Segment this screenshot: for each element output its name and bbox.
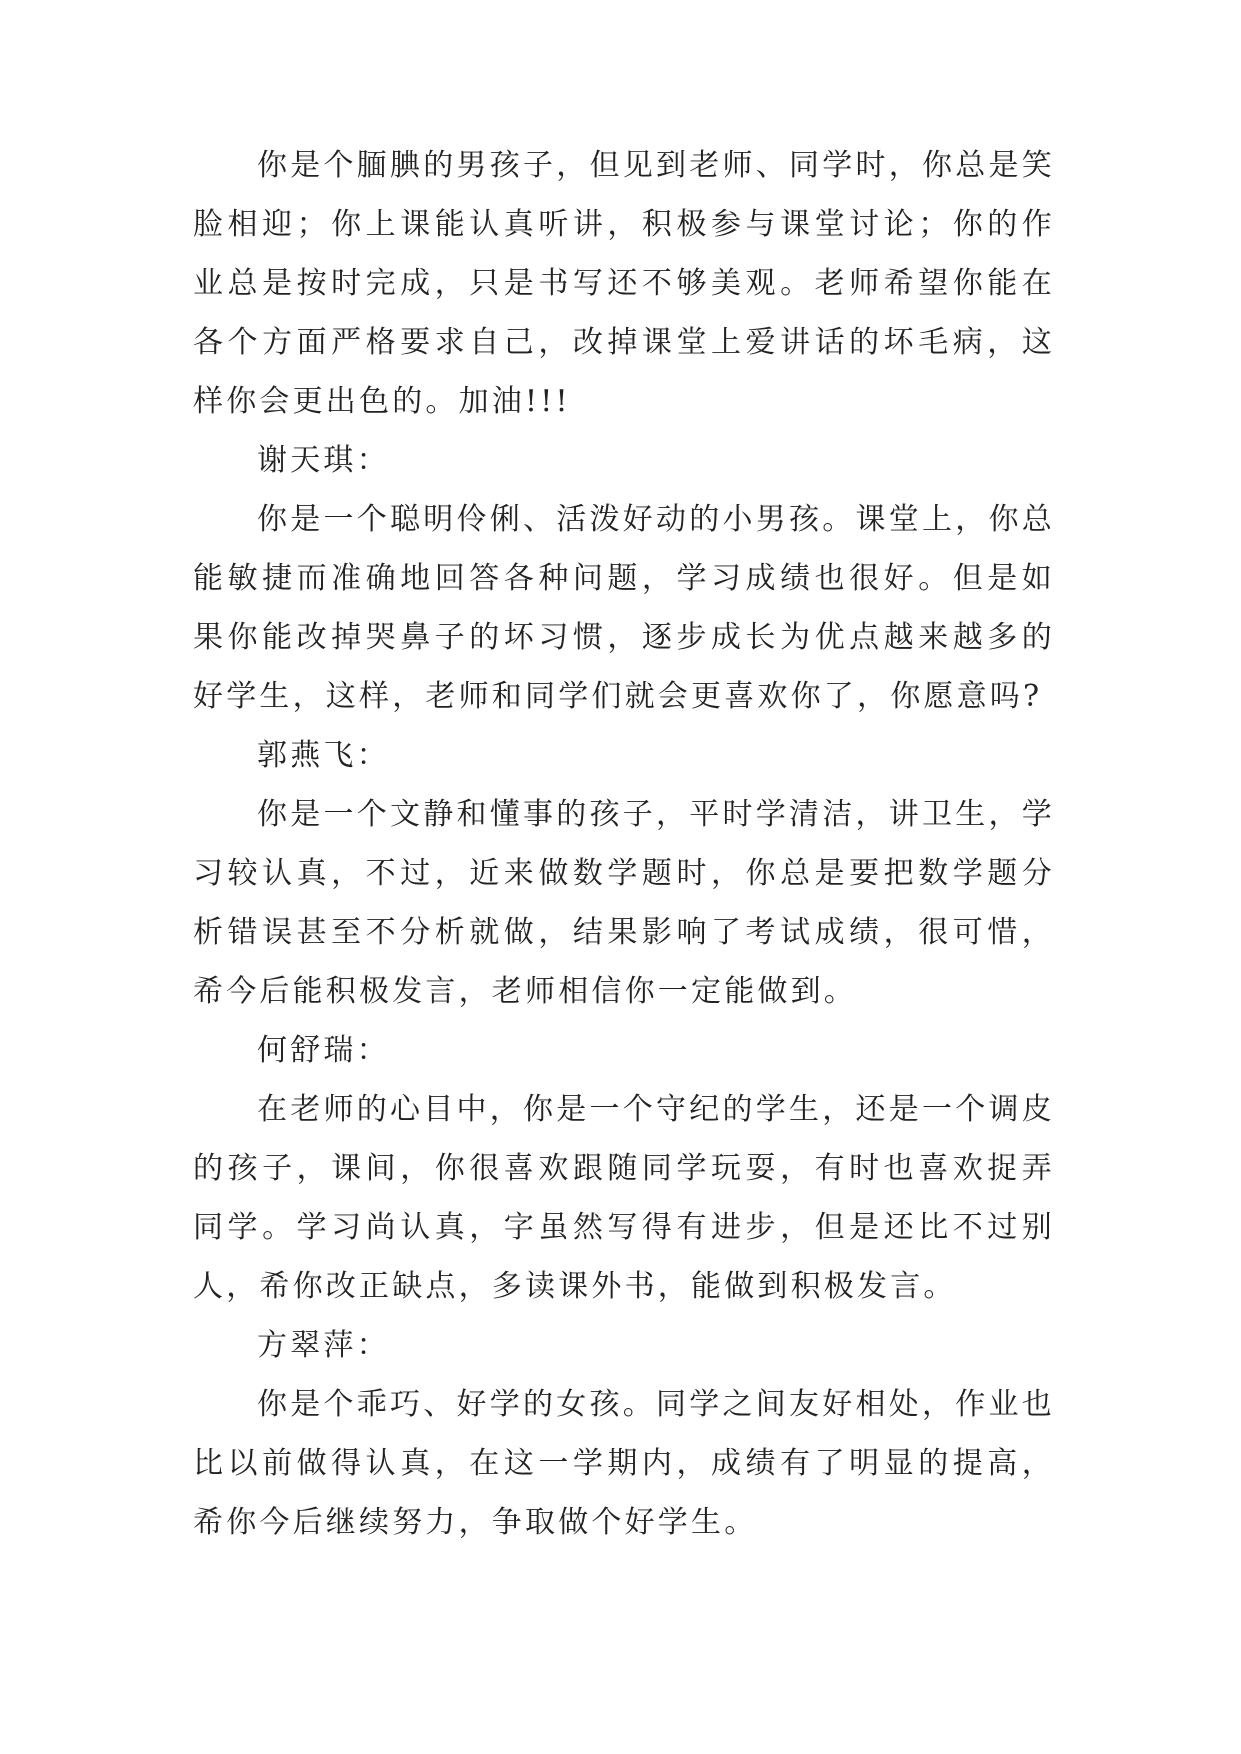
comment-paragraph: 你是一个聪明伶俐、活泼好动的小男孩。课堂上，你总能敏捷而准确地回答各种问题，学习成绩也很好。但是如果你能改掉哭鼻子的坏习惯，逐步成长为优点越来越多的好学生，这样，老师和同学们就会更喜欢你了，你愿意吗? [193,502,1055,714]
comment-paragraph: 你是一个文静和懂事的孩子，平时学清洁，讲卫生，学习较认真，不过，近来做数学题时，你总是要把数学题分析错误甚至不分析就做，结果影响了考试成绩，很可惜，希今后能积极发言，老师相信你一定能做到。 [193,797,1055,1009]
student-name: 郭燕飞： [257,738,390,773]
student-name: 方翠萍： [257,1328,390,1363]
document-page [193,136,1055,1552]
student-name: 谢天琪： [257,443,390,478]
student-name: 何舒瑞： [257,1033,390,1068]
comment-paragraph: 你是个乖巧、好学的女孩。同学之间友好相处，作业也比以前做得认真，在这一学期内，成绩有了明显的提高，希你今后继续努力，争取做个好学生。 [193,1387,1055,1540]
comment-paragraph: 在老师的心目中，你是一个守纪的学生，还是一个调皮的孩子，课间，你很喜欢跟随同学玩耍，有时也喜欢捉弄同学。学习尚认真，字虽然写得有进步，但是还比不过别人，希你改正缺点，多读课外书，能做到积极发言。 [193,1092,1055,1304]
comment-paragraph: 你是个腼腆的男孩子，但见到老师、同学时，你总是笑脸相迎；你上课能认真听讲，积极参与课堂讨论；你的作业总是按时完成，只是书写还不够美观。老师希望你能在各个方面严格要求自己，改掉课堂上爱讲话的坏毛病，这样你会更出色的。加油!!! [193,148,1055,419]
